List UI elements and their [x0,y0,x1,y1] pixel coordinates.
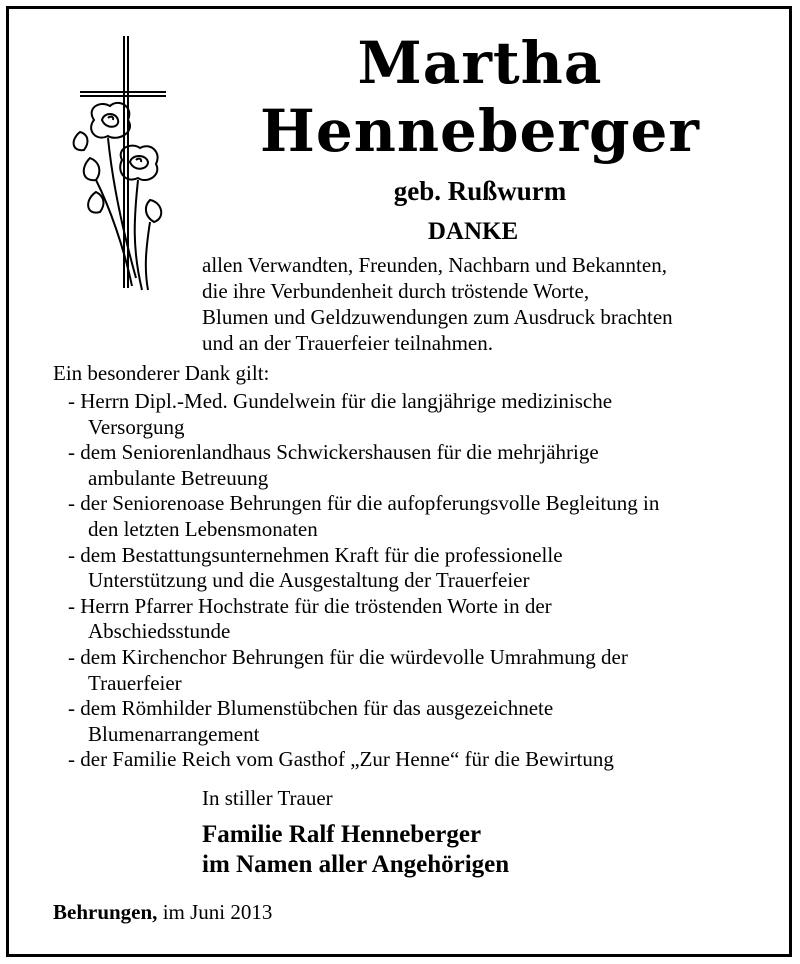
list-item-line: den letzten Lebensmonaten [88,516,318,541]
list-item [68,645,659,696]
thanks-heading: DANKE [427,218,519,245]
list-item [68,747,659,773]
place-date [53,900,272,925]
intro-line: die ihre Verbundenheit durch tröstende Worte, [202,279,590,303]
family-subline: im Namen aller Angehörigen [202,851,510,878]
list-item [68,440,659,491]
special-thanks-heading: Ein besonderer Dank gilt: [53,361,270,385]
maiden-name: geb. Rußwurm [393,176,567,206]
list-item-line: - dem Römhilder Blumenstübchen für das ausgezeichnete [68,696,554,721]
place: Behrungen, [53,900,158,924]
thanks-intro [202,252,673,356]
list-item-line: - Herrn Pfarrer Hochstrate für die tröstenden Worte in der [68,593,552,618]
intro-line: Blumen und Geldzuwendungen zum Ausdruck brachten [202,305,673,329]
list-item-line: Abschiedsstunde [88,619,231,644]
list-item [68,491,659,542]
list-item-line: - der Seniorenoase Behrungen für die aufopferungsvolle Begleitung in [68,491,660,516]
list-item-line: - dem Kirchenchor Behrungen für die würdevolle Umrahmung der [68,644,628,669]
family-signature [202,820,509,880]
list-item-line: - Herrn Dipl.-Med. Gundelwein für die langjährige medizinische [68,389,613,413]
cross-with-roses-icon [66,28,176,303]
list-item [68,543,659,594]
list-item-line: - der Familie Reich vom Gasthof „Zur Henne“ für die Bewirtung [68,747,614,772]
deceased-last-name: Henneberger [260,97,700,165]
list-item [68,594,659,645]
mourning-line: In stiller Trauer [202,786,333,810]
list-item [68,696,659,747]
list-item-line: - dem Bestattungsunternehmen Kraft für die professionelle [68,542,563,567]
thanks-list [68,389,659,773]
intro-line: und an der Trauerfeier teilnahmen. [202,331,493,355]
list-item-line: Unterstützung und die Ausgestaltung der Trauerfeier [88,568,530,593]
date: im Juni 2013 [162,900,273,924]
list-item-line: Blumenarrangement [88,721,260,746]
deceased-first-name: Martha [357,29,603,97]
list-item-line: ambulante Betreuung [88,465,269,490]
list-item-line: Trauerfeier [88,670,182,695]
list-item [68,389,659,440]
list-item-line: - dem Seniorenlandhaus Schwickershausen für die mehrjährige [68,440,599,465]
intro-line: allen Verwandten, Freunden, Nachbarn und Bekannten, [202,253,667,277]
list-item-line: Versorgung [88,414,185,439]
family-name: Familie Ralf Henneberger [202,821,482,848]
